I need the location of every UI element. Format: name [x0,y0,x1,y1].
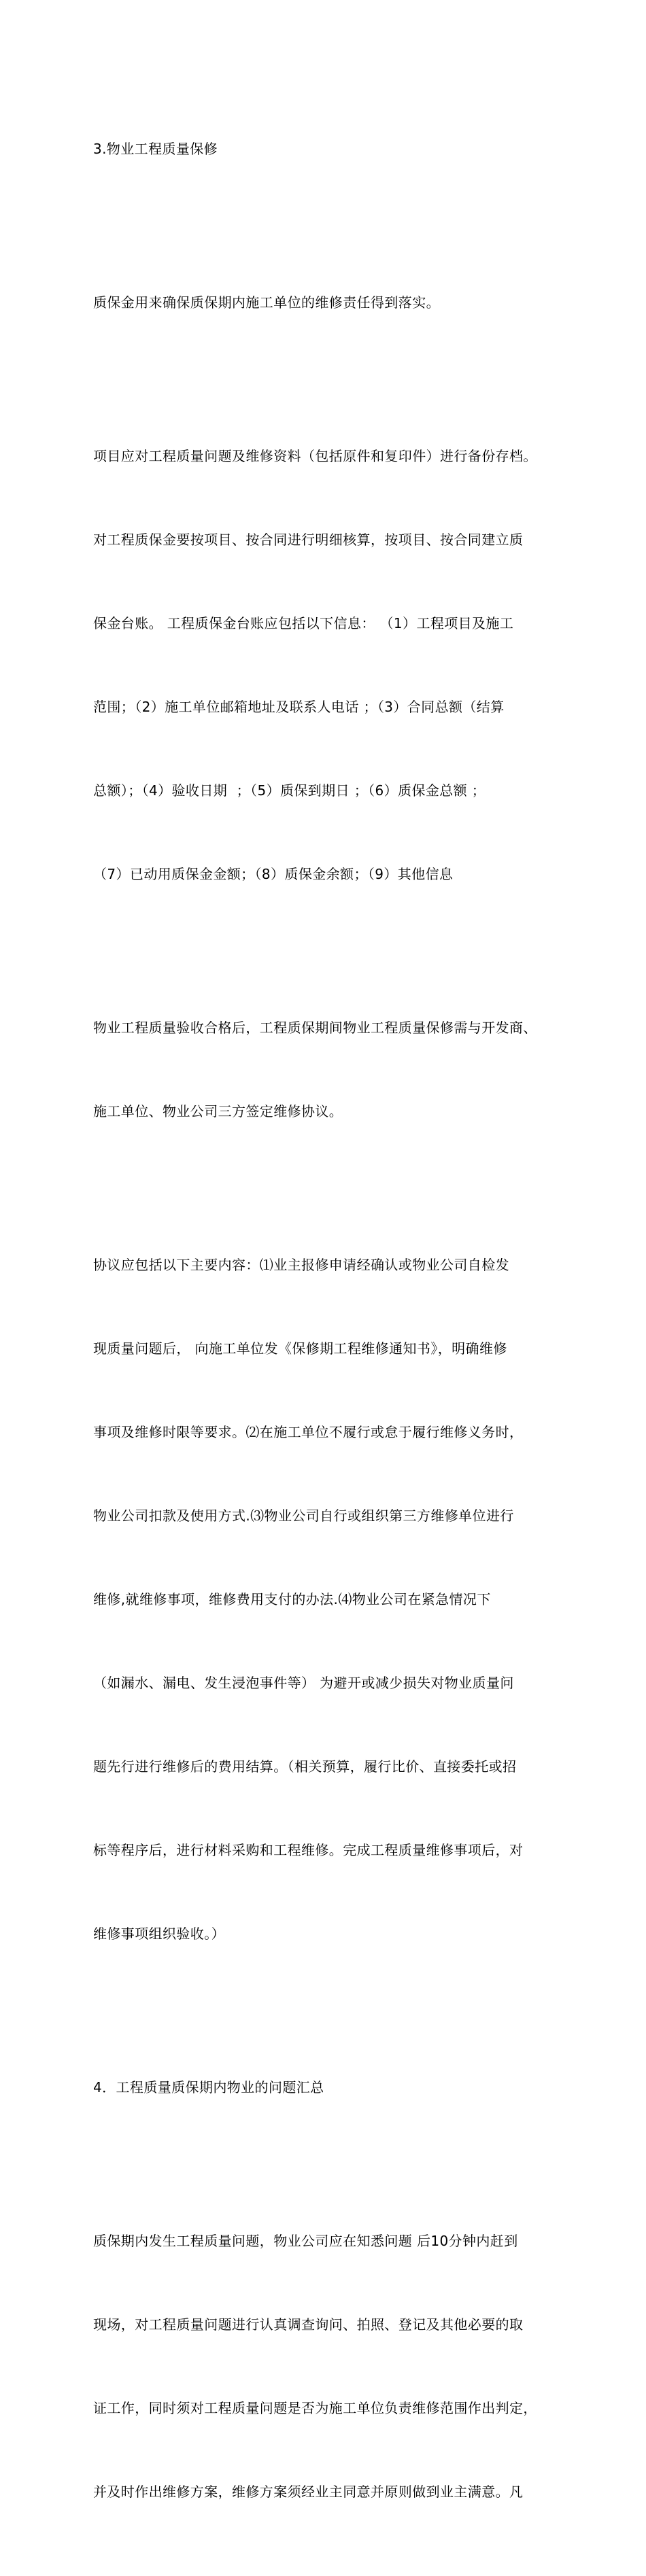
paragraph-retention-purpose [93,233,556,372]
text-line: 证工作，同时须对工程质量问题是否为施工单位负责维修范围作出判定， [93,2400,537,2416]
text-line: 对工程质保金要按项目、按合同进行明细核算，按项目、按合同建立质 [93,532,524,548]
text-line: 物业公司扣款及使用方式.⑶物业公司自行或组织第三方维修单位进行 [93,1508,514,1524]
text-line: 事项及维修时限等要求。⑵在施工单位不履行或怠于履行维修义务时， [93,1424,524,1440]
text-line: 3.物业工程质量保修 [93,141,218,157]
text-line: 物业工程质量验收合格后，工程质保期间物业工程质量保修需与开发商、 [93,1020,537,1036]
paragraph-maintenance-agreement [93,958,556,1181]
paragraph-issue-response [93,2172,556,2562]
text-line: （7）已动用质保金金额；（8）质保金余额；（9）其他信息 [93,866,454,882]
text-line: 4．工程质量质保期内物业的问题汇总 [93,2079,324,2095]
text-line: 维修事项组织验收。） [93,1926,225,1942]
text-line: 施工单位、物业公司三方签定维修协议。 [93,1103,343,1119]
paragraph-agreement-contents [93,1196,556,2004]
text-line: （如漏水、漏电、发生浸泡事件等） 为避开或减少损失对物业质量问 [93,1675,514,1691]
text-line: 协议应包括以下主要内容：⑴业主报修申请经确认或物业公司自检发 [93,1257,509,1273]
section-heading-4 [93,2018,556,2157]
text-line: 范围；（2）施工单位邮箱地址及联系人电话 ；（3）合同总额（结算 [93,699,505,715]
text-line: 质保期内发生工程质量问题，物业公司应在知悉问题 后10分钟内赶到 [93,2233,518,2249]
text-line: 项目应对工程质量问题及维修资料（包括原件和复印件）进行备份存档。 [93,448,537,464]
text-line: 总额）；（4）验收日期 ；（5）质保到期日 ；（6）质保金总额 ； [93,782,486,799]
text-line: 现场，对工程质量问题进行认真调查询问、拍照、登记及其他必要的取 [93,2316,524,2333]
text-line: 保金台账。 工程质保金台账应包括以下信息： （1）工程项目及施工 [93,615,514,631]
section-heading-3 [93,80,556,219]
text-line: 并及时作出维修方案，维修方案须经业主同意并原则做到业主满意。凡 [93,2484,524,2500]
text-line: 维修,就维修事项，维修费用支付的办法.⑷物业公司在紧急情况下 [93,1591,491,1607]
text-line: 现质量问题后， 向施工单位发《保修期工程维修通知书》，明确维修 [93,1340,507,1357]
paragraph-ledger-info [93,387,556,944]
text-line: 标等程序后，进行材料采购和工程维修。完成工程质量维修事项后，对 [93,1842,524,1858]
document-body [93,80,556,2576]
text-line: 质保金用来确保质保期内施工单位的维修责任得到落实。 [93,294,440,311]
text-line: 题先行进行维修后的费用结算。（相关预算，履行比价、直接委托或招 [93,1758,517,1775]
